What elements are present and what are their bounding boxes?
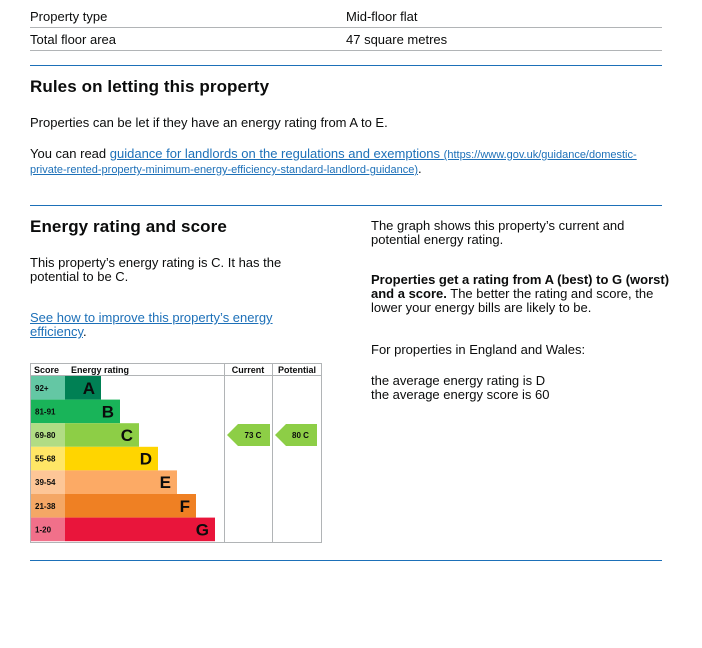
average-list xyxy=(371,374,662,402)
band-letter: A xyxy=(82,378,95,398)
rating-explanation-bold: and a score. xyxy=(371,286,447,301)
section-divider xyxy=(30,65,662,66)
average-rating: the average energy rating is D xyxy=(371,373,546,388)
energy-heading: Energy rating and score xyxy=(30,217,227,236)
band-score-label: 39-54 xyxy=(35,478,56,488)
graph-explanation xyxy=(371,219,662,247)
guidance-link[interactable] xyxy=(110,146,637,161)
band-bar-f xyxy=(65,494,196,518)
guidance-suffix: . xyxy=(418,161,422,176)
energy-rating-chart xyxy=(30,363,322,543)
summary-row-property-type xyxy=(30,5,662,28)
band-letter: E xyxy=(159,473,171,493)
potential-header: Potential xyxy=(277,365,317,375)
potential-rating-label: 80 C xyxy=(292,431,309,440)
rating-explanation xyxy=(371,273,671,315)
band-letter: C xyxy=(120,426,133,445)
average-score: the average energy score is 60 xyxy=(371,387,550,402)
energy-rating-text xyxy=(30,256,330,284)
rating-explanation-text: lower your energy bills are likely to be. xyxy=(371,300,592,315)
guidance-link-label: guidance for landlords on the regulations and exemptions xyxy=(109,146,441,161)
summary-value: 47 square metres xyxy=(346,31,448,47)
rating-explanation-text: The better the rating and score, the xyxy=(446,286,654,301)
summary-row-floor-area xyxy=(30,28,662,51)
current-header: Current xyxy=(231,365,265,375)
band-score-label: 55-68 xyxy=(35,454,56,464)
band-score-label: 21-38 xyxy=(35,501,56,511)
graph-text-line: The graph shows this property’s current and xyxy=(371,218,625,233)
band-score-label: 1-20 xyxy=(35,525,52,535)
letting-rule-text: Properties can be let if they have an energy rating from A to E. xyxy=(30,115,388,130)
band-score-label: 81-91 xyxy=(35,407,56,417)
guidance-link-url: (https://www.gov.uk/guidance/domestic- xyxy=(443,149,637,161)
band-letter: D xyxy=(139,449,152,469)
energy-rating-header: Energy rating xyxy=(71,365,130,375)
letting-guidance-paragraph xyxy=(30,147,662,177)
band-score-label: 69-80 xyxy=(35,431,56,440)
rating-explanation-bold: Properties get a rating from A (best) to G (worst) xyxy=(371,272,670,287)
property-summary xyxy=(30,5,662,51)
band-letter: B xyxy=(101,402,114,422)
graph-text-line: potential energy rating. xyxy=(371,232,504,247)
improve-link-line1[interactable]: See how to improve this property’s energy xyxy=(30,310,273,325)
energy-rating-line: This property’s energy rating is C. It has the xyxy=(30,255,282,270)
band-score-label: 92+ xyxy=(35,383,49,393)
section-divider xyxy=(30,560,662,561)
summary-value: Mid-floor flat xyxy=(346,8,418,24)
current-rating-label: 73 C xyxy=(244,431,262,440)
letting-heading: Rules on letting this property xyxy=(30,77,270,96)
improve-paragraph xyxy=(30,311,330,339)
guidance-prefix: You can read xyxy=(30,146,110,161)
improve-link-line2[interactable]: efficiency xyxy=(30,324,83,339)
band-letter: F xyxy=(179,496,190,516)
improve-suffix: . xyxy=(83,324,87,339)
summary-key: Total floor area xyxy=(30,31,116,47)
region-text: For properties in England and Wales: xyxy=(371,342,586,357)
band-letter: G xyxy=(195,520,209,540)
section-divider xyxy=(30,205,662,206)
band-bar-g xyxy=(65,518,215,542)
guidance-link-url-continued[interactable]: private-rented-property-minimum-energy-efficiency-standard-landlord-guidance) xyxy=(30,164,419,176)
energy-rating-line: potential to be C. xyxy=(30,269,129,284)
score-header: Score xyxy=(34,365,60,375)
summary-key: Property type xyxy=(30,8,108,24)
